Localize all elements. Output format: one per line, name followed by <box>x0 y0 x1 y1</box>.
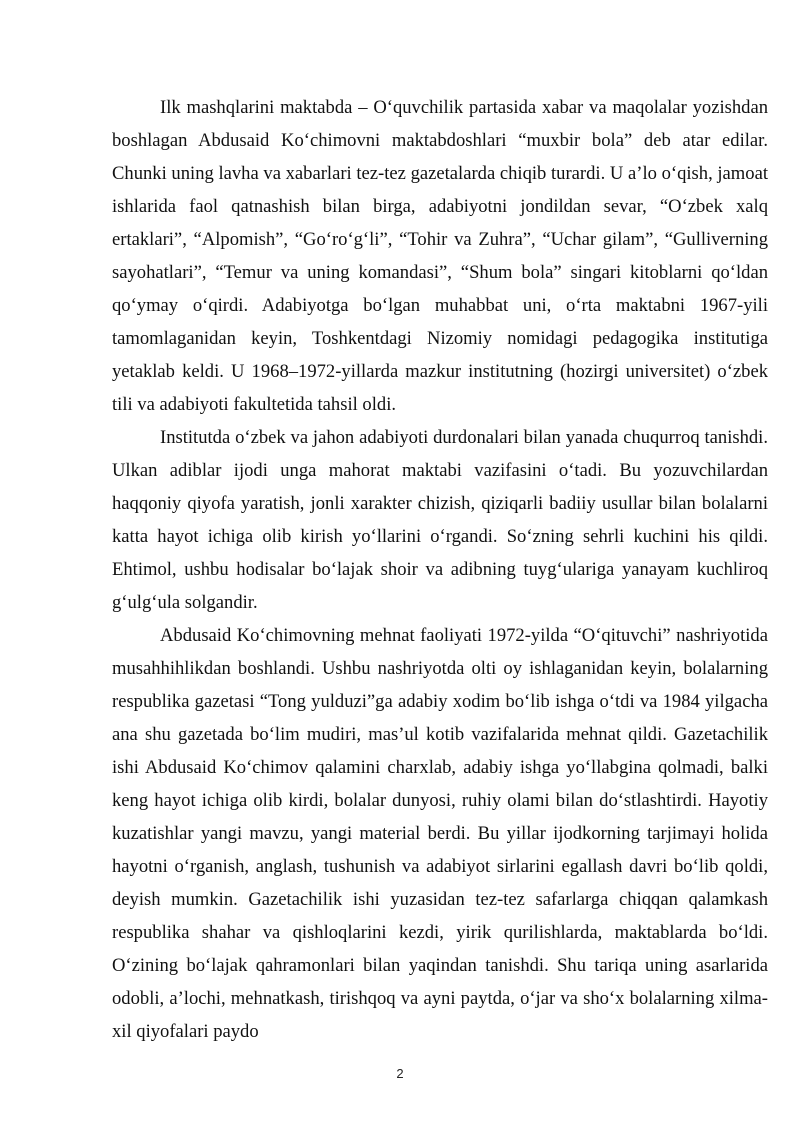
paragraph-1: Ilk mashqlarini maktabda – O‘quvchilik partasida xabar va maqolalar yozishdan boshlagan Abdusaid Ko‘chimovni maktabdoshlari “muxbir bola” deb atar edilar. Chunki uning lavha va xabarlari tez-tez gazetalarda chiqib turardi. U a’lo o‘qish, jamoat ishlarida faol qatnashish bilan birga, adabiyotni jondildan sevar, “O‘zbek xalq ertaklari”, “Alpomish”, “Go‘ro‘g‘li”, “Tohir va Zuhra”, “Uchar gilam”, “Gulliverning sayohatlari”, “Temur va uning komandasi”, “Shum bola” singari kitoblarni qo‘ldan qo‘ymay o‘qirdi. Adabiyotga bo‘lgan muhabbat uni, o‘rta maktabni 1967-yili tamomlaganidan keyin, Toshkentdagi Nizomiy nomidagi pedagogika institutiga yetaklab keldi. U 1968–1972-yillarda mazkur institutning (hozirgi universitet) o‘zbek tili va adabiyoti fakultetida tahsil oldi. <box>112 97 768 415</box>
paragraph-2: Institutda o‘zbek va jahon adabiyoti durdonalari bilan yanada chuqurroq tanishdi. Ulkan adiblar ijodi unga mahorat maktabi vazifasini o‘tadi. Bu yozuvchilardan haqqoniy qiyofa yaratish, jonli xarakter chizish, qiziqarli badiiy usullar bilan bolalarni katta hayot ichiga olib kirish yo‘llarini o‘rgandi. So‘zning sehrli kuchini his qildi. Ehtimol, ushbu hodisalar bo‘lajak shoir va adibning tuyg‘ulariga yanayam kuchliroq g‘ulg‘ula solgandir. <box>112 427 768 613</box>
paragraph-3: Abdusaid Ko‘chimovning mehnat faoliyati 1972-yilda “O‘qituvchi” nashriyotida musahhihlikdan boshlandi. Ushbu nashriyotda olti oy ishlaganidan keyin, bolalarning respublika gazetasi “Tong yulduzi”ga adabiy xodim bo‘lib ishga o‘tdi va 1984 yilgacha ana shu gazetada bo‘lim mudiri, mas’ul kotib vazifalarida mehnat qildi. Gazetachilik ishi Abdusaid Ko‘chimov qalamini charxlab, adabiy ishga yo‘llabgina qolmadi, balki keng hayot ichiga olib kirdi, bolalar dunyosi, ruhiy olami bilan do‘stlashtirdi. Hayotiy kuzatishlar yangi mavzu, yangi material berdi. Bu yillar ijodkorning tarjimayi holida hayotni o‘rganish, anglash, tushunish va adabiyot sirlarini egallash davri bo‘lib qoldi, deyish mumkin. Gazetachilik ishi yuzasidan tez-tez safarlarga chiqqan qalamkash respublika shahar va qishloqlarini kezdi, yirik qurilishlarda, maktablarda bo‘ldi. O‘zining bo‘lajak qahramonlari bilan yaqindan tanishdi. Shu tariqa uning asarlarida odobli, a’lochi, mehnatkash, tirishqoq va ayni paytda, o‘jar va sho‘x bolalarning xilma-xil qiyofalari paydo <box>112 625 768 1042</box>
page-number: 2 <box>396 1066 404 1081</box>
body-text <box>112 91 768 1048</box>
